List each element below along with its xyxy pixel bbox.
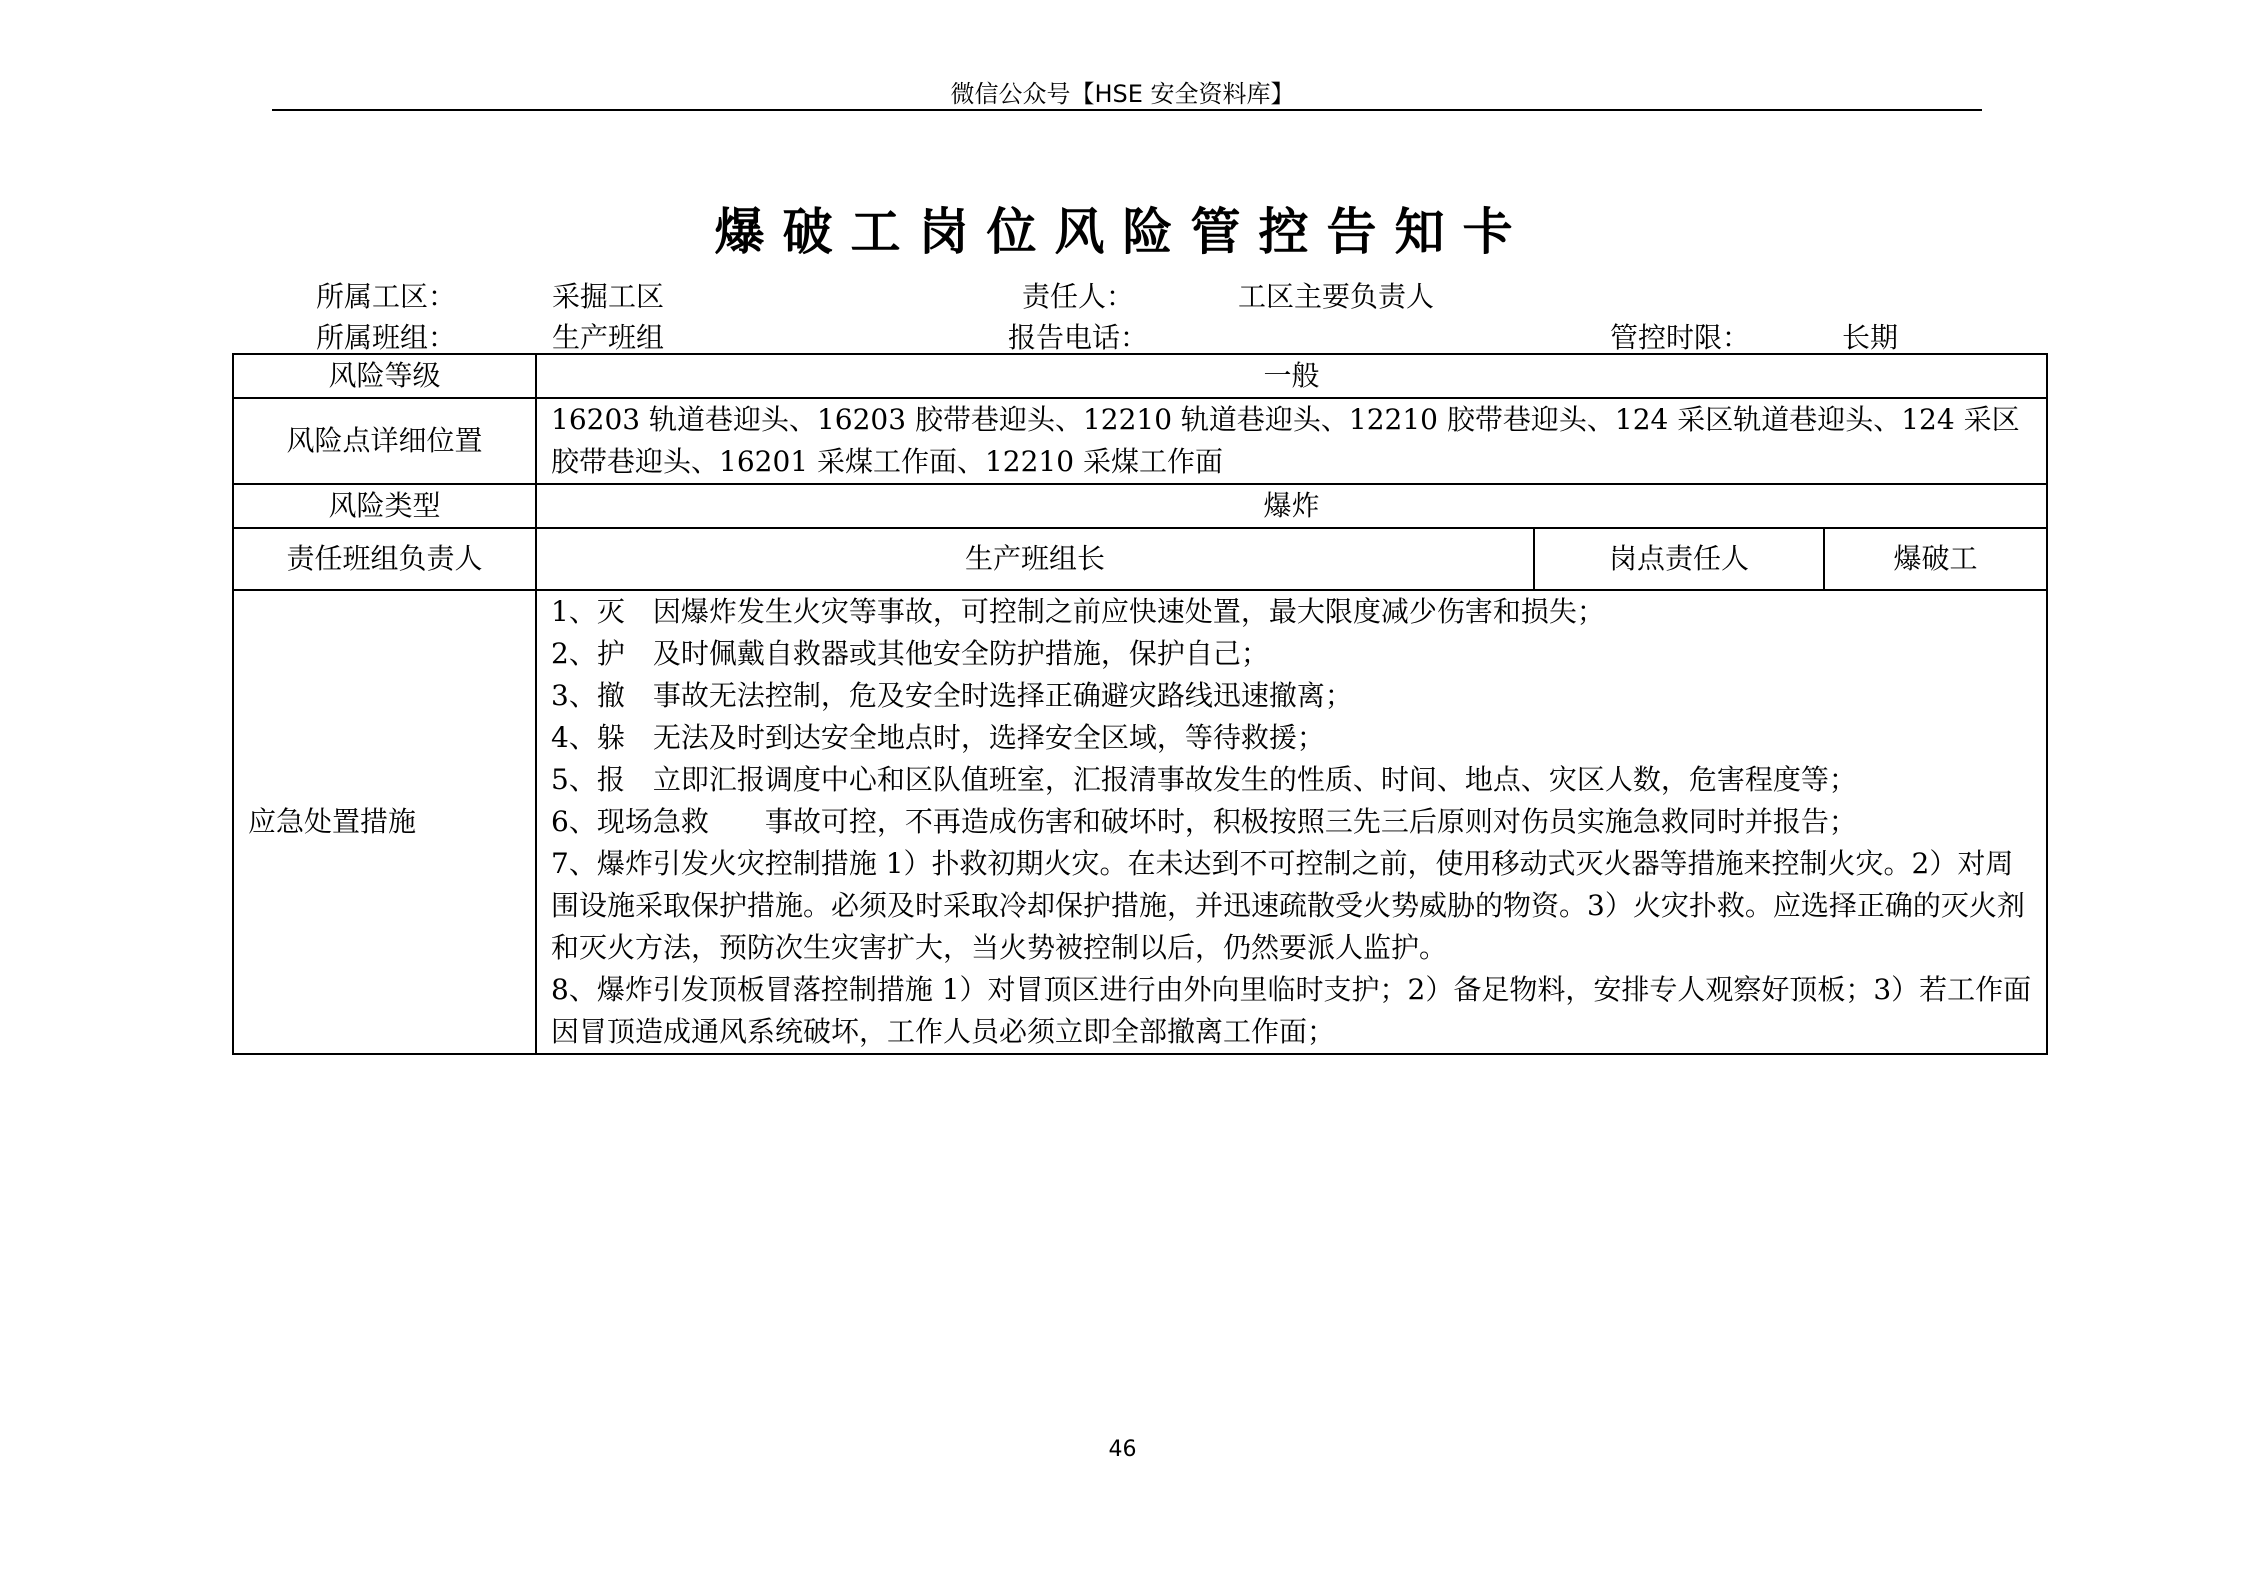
district-label: 所属工区： (316, 280, 457, 313)
emergency-row (233, 590, 2047, 1054)
measure-item: 7、爆炸引发火灾控制措施 1）扑救初期火灾。在未达到不可控制之前，使用移动式灭火器等措施来控制火灾。2）对周围设施采取保护措施。必须及时采取冷却保护措施，并迅速疏散受火势威胁的物资。3）火灾扑救。应选择正确的灭火剂和灭火方法，预防次生灾害扩大，当火势被控制以后，仍然要派人监护。 (551, 847, 2025, 964)
period-label: 管控时限： (1610, 321, 1751, 354)
risk-level-row (233, 354, 2047, 398)
measure-item: 4、躲 无法及时到达安全地点时，选择安全区域，等待救援； (551, 721, 1325, 754)
measure-item: 2、护 及时佩戴自救器或其他安全防护措施，保护自己； (551, 637, 1269, 670)
district-value: 采掘工区 (552, 280, 665, 313)
risk-level-label: 风险等级 (233, 354, 536, 398)
post-owner-label: 岗点责任人 (1534, 528, 1824, 590)
team-leader-value: 生产班组长 (536, 528, 1534, 590)
responsible-value: 工区主要负责人 (1238, 280, 1435, 313)
phone-label: 报告电话： (1008, 321, 1149, 354)
location-value: 16203 轨道巷迎头、16203 胶带巷迎头、12210 轨道巷迎头、12210 胶带巷迎头、124 采区轨道巷迎头、124 采区胶带巷迎头、16201 采煤工作面、12210 采煤工作面 (536, 398, 2047, 484)
measure-item: 8、爆炸引发顶板冒落控制措施 1）对冒顶区进行由外向里临时支护；2）备足物料，安排专人观察好顶板；3）若工作面因冒顶造成通风系统破坏，工作人员必须立即全部撤离工作面； (551, 973, 2032, 1048)
team-value: 生产班组 (552, 321, 665, 354)
measure-item: 5、报 立即汇报调度中心和区队值班室，汇报清事故发生的性质、时间、地点、灾区人数，危害程度等； (551, 763, 1857, 796)
measure-item: 1、灭 因爆炸发生火灾等事故，可控制之前应快速处置，最大限度减少伤害和损失； (551, 595, 1605, 628)
risk-type-value: 爆炸 (536, 484, 2047, 528)
team-label: 所属班组： (316, 321, 457, 354)
page-header: 微信公众号【HSE 安全资料库】 (950, 80, 1295, 108)
location-row (233, 398, 2047, 484)
emergency-measures (536, 590, 2047, 1054)
location-label: 风险点详细位置 (233, 398, 536, 484)
period-value: 长期 (1842, 321, 1899, 354)
responsibility-row (233, 528, 2047, 590)
header-divider (272, 109, 1982, 111)
post-owner-value: 爆破工 (1824, 528, 2047, 590)
emergency-label: 应急处置措施 (233, 590, 536, 1054)
responsible-label: 责任人： (1022, 280, 1135, 313)
page-number: 46 (1108, 1437, 1137, 1462)
risk-type-row (233, 484, 2047, 528)
team-leader-label: 责任班组负责人 (233, 528, 536, 590)
measure-item: 6、现场急救 事故可控，不再造成伤害和破坏时，积极按照三先三后原则对伤员实施急救同时并报告； (551, 805, 1857, 838)
measure-item: 3、撤 事故无法控制，危及安全时选择正确避灾路线迅速撤离； (551, 679, 1353, 712)
risk-level-value: 一般 (536, 354, 2047, 398)
risk-type-label: 风险类型 (233, 484, 536, 528)
document-title: 爆破工岗位风险管控告知卡 (714, 203, 1531, 261)
risk-control-table (232, 353, 2048, 1055)
